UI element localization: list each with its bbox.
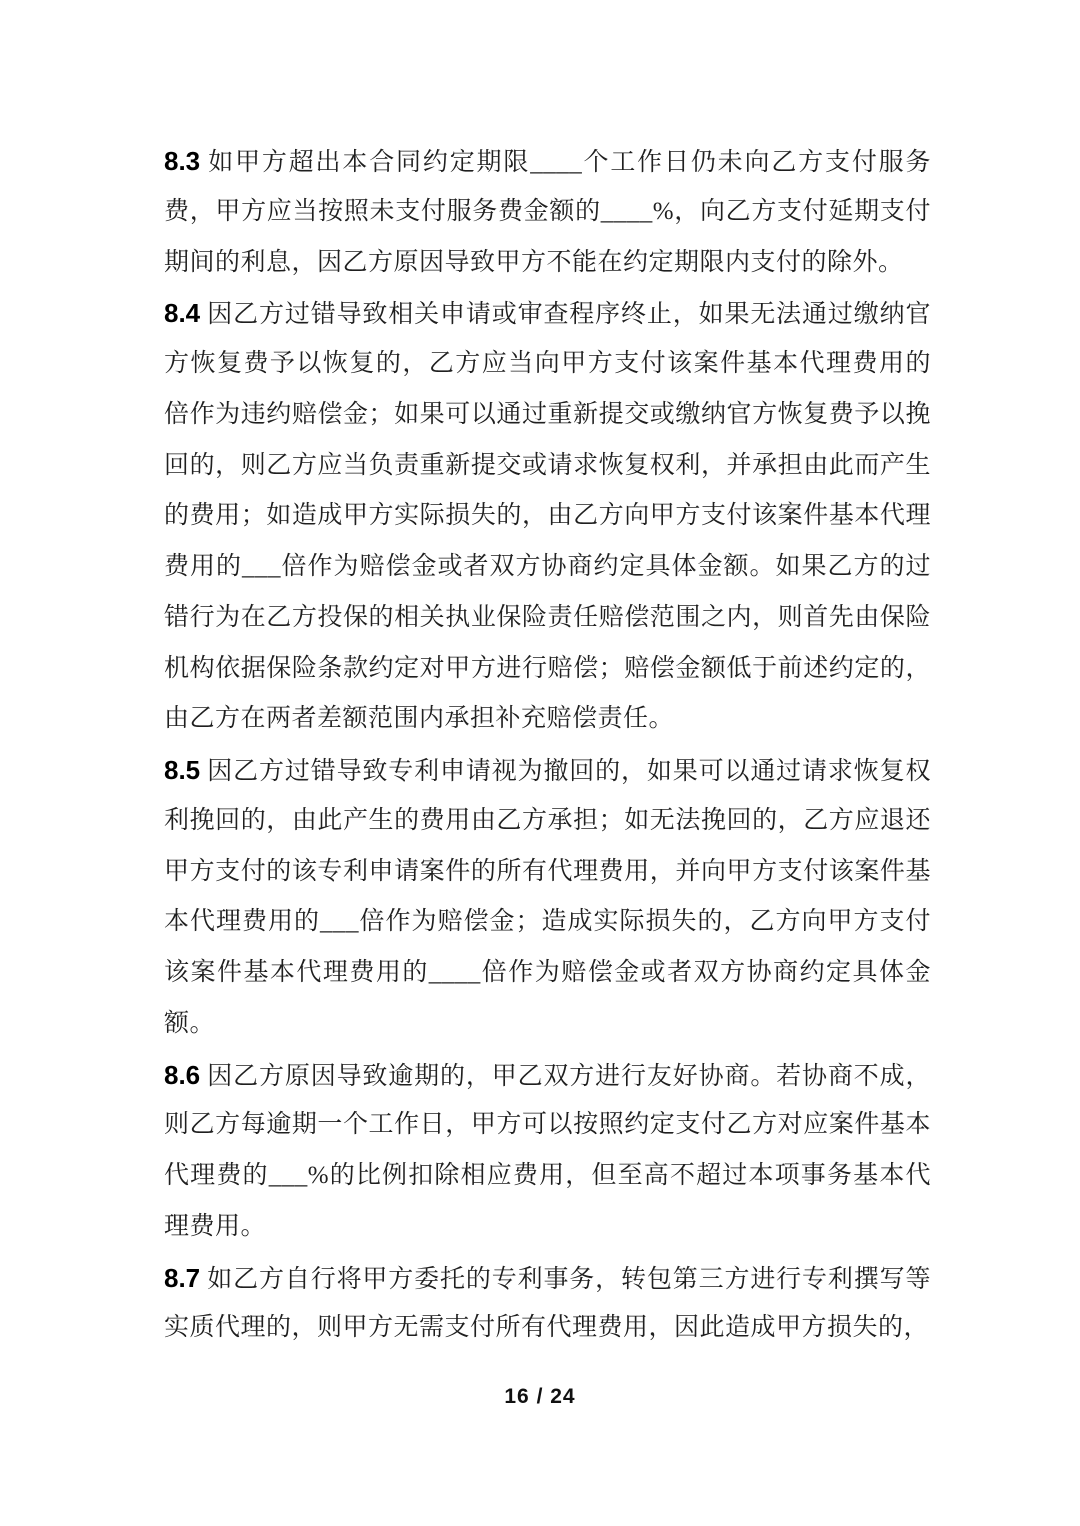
clause-line: 期间的利息，因乙方原因导致甲方不能在约定期限内支付的除外。: [164, 248, 904, 276]
clause-line: 回的，则乙方应当负责重新提交或请求恢复权利，并承担由此而产生: [164, 451, 931, 479]
clause-line: 费用的___倍作为赔偿金或者双方协商约定具体金额。如果乙方的过: [164, 553, 931, 580]
clause-line: 8.3 如甲方超出本合同约定期限____个工作日仍未向乙方支付服务: [164, 146, 931, 176]
clause-line: 的费用；如造成甲方实际损失的，由乙方向甲方支付该案件基本代理: [164, 502, 931, 530]
clause-line: 甲方支付的该专利申请案件的所有代理费用，并向甲方支付该案件基: [164, 857, 931, 885]
clause-line: 8.5 因乙方过错导致专利申请视为撤回的，如果可以通过请求恢复权: [164, 755, 931, 785]
clause-line: 8.4 因乙方过错导致相关申请或审查程序终止，如果无法通过缴纳官: [164, 298, 931, 329]
clause-line: 则乙方每逾期一个工作日，甲方可以按照约定支付乙方对应案件基本: [164, 1111, 931, 1139]
clause-number: 8.5: [164, 755, 201, 785]
clause-line: 理费用。: [164, 1212, 267, 1240]
clause-number: 8.7: [164, 1262, 201, 1293]
clause-number: 8.6: [164, 1059, 201, 1090]
clause-line: 本代理费用的___倍作为赔偿金；造成实际损失的，乙方向甲方支付: [164, 908, 931, 936]
clause-line: 该案件基本代理费用的____倍作为赔偿金或者双方协商约定具体金: [164, 959, 931, 986]
clause-line: 错行为在乙方投保的相关执业保险责任赔偿范围之内，则首先由保险: [164, 603, 931, 631]
clause-line: 8.7 如乙方自行将甲方委托的专利事务，转包第三方进行专利撰写等: [164, 1262, 931, 1293]
clause-line: 代理费的___%的比例扣除相应费用，但至高不超过本项事务基本代: [164, 1162, 931, 1189]
clause-line: 机构依据保险条款约定对甲方进行赔偿；赔偿金额低于前述约定的，: [164, 654, 931, 682]
clause-line: 倍作为违约赔偿金；如果可以通过重新提交或缴纳官方恢复费予以挽: [164, 400, 931, 428]
page-number: 16 / 24: [504, 1385, 576, 1408]
clause-number: 8.4: [164, 298, 201, 329]
clause-line: 费，甲方应当按照未支付服务费金额的____%，向乙方支付延期支付: [164, 197, 931, 225]
clause-line: 8.6 因乙方原因导致逾期的，甲乙双方进行友好协商。若协商不成，: [164, 1059, 931, 1090]
clause-number: 8.3: [164, 146, 201, 176]
clause-line: 实质代理的，则甲方无需支付所有代理费用，因此造成甲方损失的，: [164, 1314, 930, 1342]
clause-line: 利挽回的，由此产生的费用由乙方承担；如无法挽回的，乙方应退还: [164, 806, 931, 834]
contract-body: [164, 136, 931, 1354]
clause-line: 方恢复费予以恢复的，乙方应当向甲方支付该案件基本代理费用的: [164, 350, 931, 377]
clause-line: 额。: [164, 1009, 216, 1037]
clause-line: 由乙方在两者差额范围内承担补充赔偿责任。: [164, 705, 675, 733]
